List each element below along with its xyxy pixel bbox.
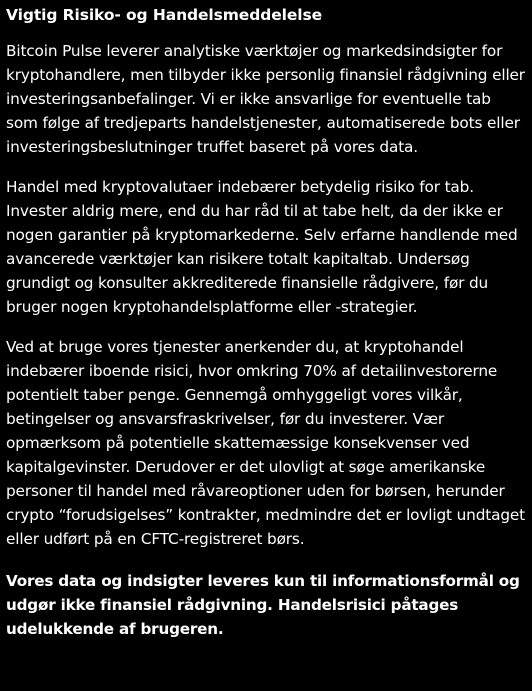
disclaimer-paragraph-summary: Vores data og indsigter leveres kun til informationsformål og udgør ikke finansiel rådgivning. Handelsrisici påtages udelukkende af brugeren. <box>6 572 520 638</box>
disclaimer-title: Vigtig Risiko- og Handelsmeddelelse <box>6 6 322 24</box>
disclaimer-paragraph-risk: Handel med kryptovalutaer indebærer betydelig risiko for tab. Invester aldrig mere, end du har råd til at tabe helt, da der ikke er nogen garantier på kryptomarkederne. Selv erfarne handlende med avancerede værktøjer kan risikere totalt kapitaltab. Undersøg grundigt og konsulter akkrediterede finansielle rådgivere, før du bruger nogen kryptohandelsplatforme eller -strategier. <box>6 178 518 316</box>
disclaimer-paragraph-intro: Bitcoin Pulse leverer analytiske værktøjer og markedsindsigter for kryptohandlere, men tilbyder ikke personlig finansiel rådgivning eller investeringsanbefalinger. Vi er ikke ansvarlige for eventuelle tab som følge af tredjeparts handelstjenester, automatiserede bots eller investeringsbeslutninger truffet baseret på vores data. <box>6 42 525 156</box>
disclaimer-paragraph-terms: Ved at bruge vores tjenester anerkender du, at kryptohandel indebærer iboende risici, hvor omkring 70% af detailinvestorerne potentielt taber penge. Gennemgå omhyggeligt vores vilkår, betingelser og ansvarsfraskrivelser, før du investerer. Vær opmærksom på potentielle skattemæssige konsekvenser ved kapitalgevinster. Derudover er det ulovligt at søge amerikanske personer til handel med råvareoptioner uden for børsen, herunder crypto “forudsigelses” kontrakter, medmindre det er lovligt undtaget eller udført på en CFTC-registreret børs. <box>6 338 526 548</box>
